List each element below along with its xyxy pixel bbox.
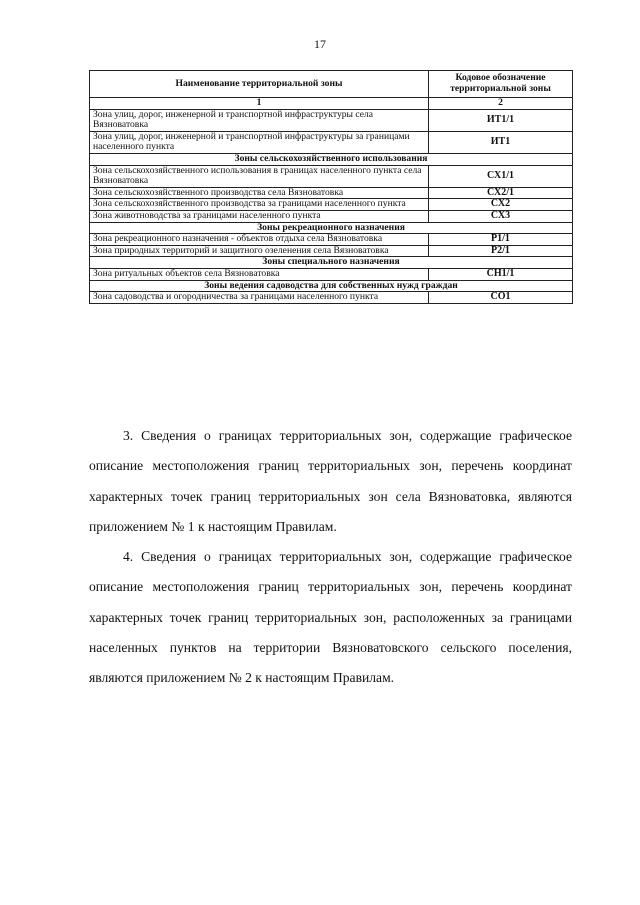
zone-name: Зона ритуальных объектов села Вязноватовка — [90, 268, 429, 280]
section-row — [90, 257, 573, 269]
zone-name: Зона улиц, дорог, инженерной и транспортной инфраструктуры за границами населенного пункта — [90, 131, 429, 153]
table-row — [90, 187, 573, 199]
paragraph-3: 3. Сведения о границах территориальных зон, содержащие графическое описание местоположения границ территориальных зон, перечень координат характерных точек границ территориальных зон села Вязноватовка, являются приложением № 1 к настоящим Правилам. — [89, 428, 572, 534]
table-row — [90, 165, 573, 187]
table-row — [90, 109, 573, 131]
table-row — [90, 210, 573, 222]
paragraph-4: 4. Сведения о границах территориальных зон, содержащие графическое описание местоположения границ территориальных зон, перечень координат характерных точек границ территориальных зон, расположенных за границами населенных пунктов на территории Вязноватовского сельского поселения, являются приложением № 2 к настоящим Правилам. — [89, 549, 572, 686]
zone-code: СХ1/1 — [429, 165, 573, 187]
section-row — [90, 280, 573, 292]
section-row — [90, 222, 573, 234]
zone-name: Зона улиц, дорог, инженерной и транспортной инфраструктуры села Вязноватовка — [90, 109, 429, 131]
page-number: 17 — [314, 37, 326, 51]
body-text — [89, 421, 572, 694]
table-row — [90, 292, 573, 304]
zone-code: СХ2/1 — [429, 187, 573, 199]
zone-code: СХ2 — [429, 199, 573, 211]
zone-code: Р2/1 — [429, 245, 573, 257]
column-number-1: 1 — [90, 98, 429, 110]
section-title: Зоны сельскохозяйственного использования — [90, 153, 573, 165]
zone-name: Зона сельскохозяйственного производства за границами населенного пункта — [90, 199, 429, 211]
table-row — [90, 199, 573, 211]
zone-code: СХ3 — [429, 210, 573, 222]
header-zone-name: Наименование территориальной зоны — [90, 71, 429, 98]
zone-rows — [90, 109, 573, 303]
zones-table — [89, 70, 573, 304]
section-title: Зоны рекреационного назначения — [90, 222, 573, 234]
zone-name: Зона природных территорий и защитного озеленения села Вязноватовка — [90, 245, 429, 257]
table-header-row — [90, 71, 573, 98]
table-row — [90, 245, 573, 257]
table-row — [90, 131, 573, 153]
section-row — [90, 153, 573, 165]
zone-name: Зона животноводства за границами населенного пункта — [90, 210, 429, 222]
zone-code: СО1 — [429, 292, 573, 304]
zone-name: Зона сельскохозяйственного производства села Вязноватовка — [90, 187, 429, 199]
zone-code: ИТ1 — [429, 131, 573, 153]
header-zone-code: Кодовое обозначение территориальной зоны — [429, 71, 573, 98]
zone-code: Р1/1 — [429, 234, 573, 246]
section-title: Зоны специального назначения — [90, 257, 573, 269]
zone-name: Зона рекреационного назначения - объектов отдыха села Вязноватовка — [90, 234, 429, 246]
table-row — [90, 234, 573, 246]
column-number-2: 2 — [429, 98, 573, 110]
column-number-row — [90, 98, 573, 110]
zone-code: СН1/1 — [429, 268, 573, 280]
zone-code: ИТ1/1 — [429, 109, 573, 131]
table-row — [90, 268, 573, 280]
zone-name: Зона сельскохозяйственного использования в границах населенного пункта села Вязноватовка — [90, 165, 429, 187]
section-title: Зоны ведения садоводства для собственных нужд граждан — [90, 280, 573, 292]
zone-name: Зона садоводства и огородничества за границами населенного пункта — [90, 292, 429, 304]
